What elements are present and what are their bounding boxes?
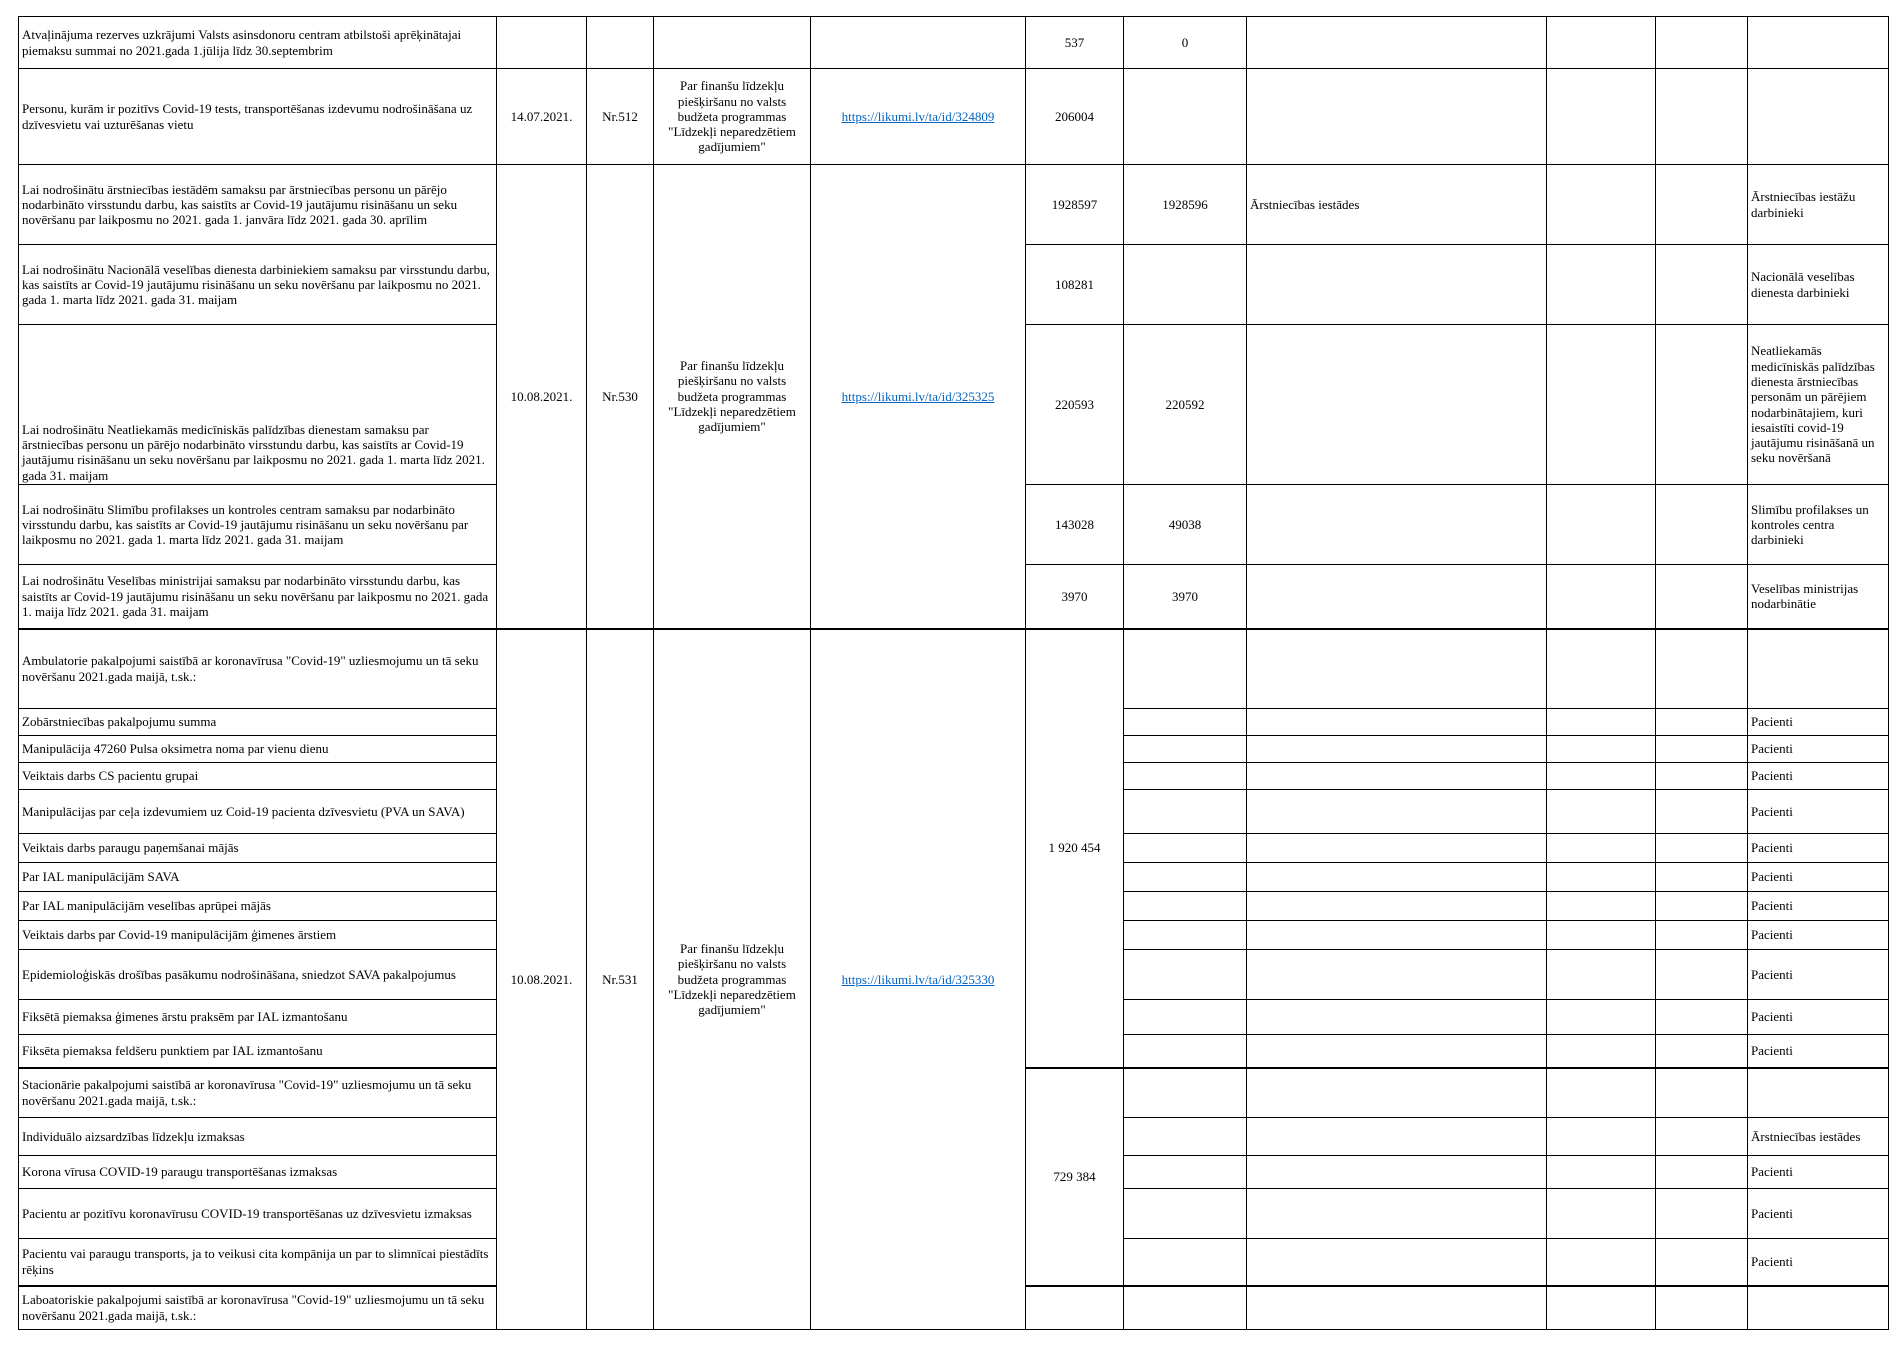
note bbox=[1247, 921, 1547, 950]
row-description: Manipulācija 47260 Pulsa oksimetra noma par vienu dienu bbox=[19, 736, 497, 763]
empty-cell bbox=[1547, 69, 1656, 165]
empty-cell bbox=[1547, 1118, 1656, 1156]
used-amount bbox=[1124, 950, 1247, 1000]
row-description: Individuālo aizsardzības līdzekļu izmaksas bbox=[19, 1118, 497, 1156]
used-amount: 3970 bbox=[1124, 565, 1247, 629]
allocated-amount: 1 920 454 bbox=[1026, 629, 1124, 1068]
used-amount bbox=[1124, 1118, 1247, 1156]
used-amount: 1928596 bbox=[1124, 165, 1247, 245]
recipient: Pacienti bbox=[1748, 790, 1889, 834]
empty-cell bbox=[1547, 863, 1656, 892]
allocated-amount: 206004 bbox=[1026, 69, 1124, 165]
used-amount bbox=[1124, 1068, 1247, 1118]
used-amount bbox=[1124, 1035, 1247, 1068]
row-description: Lai nodrošinātu Nacionālā veselības dienesta darbiniekiem samaksu par virsstundu darbu, kas saistīts ar Covid-19 jautājumu risināšanu un seku novēršanu par laikposmu no 2021. gada 1. marta līdz 2021. gada 31. maijam bbox=[19, 245, 497, 325]
used-amount bbox=[1124, 863, 1247, 892]
empty-cell bbox=[1656, 165, 1748, 245]
recipient: Pacienti bbox=[1748, 1000, 1889, 1035]
empty-cell bbox=[1547, 565, 1656, 629]
empty-cell bbox=[1656, 950, 1748, 1000]
recipient: Ārstniecības iestādes bbox=[1748, 1118, 1889, 1156]
used-amount: 0 bbox=[1124, 17, 1247, 69]
note bbox=[1247, 950, 1547, 1000]
recipient bbox=[1748, 69, 1889, 165]
used-amount bbox=[1124, 892, 1247, 921]
decision-link-cell bbox=[811, 165, 1026, 629]
allocated-amount: 108281 bbox=[1026, 245, 1124, 325]
used-amount bbox=[1124, 1239, 1247, 1286]
empty-cell bbox=[1656, 790, 1748, 834]
note bbox=[1247, 1068, 1547, 1118]
empty-cell bbox=[1547, 763, 1656, 790]
note bbox=[1247, 69, 1547, 165]
allocated-amount bbox=[1026, 1286, 1124, 1330]
row-description: Atvaļinājuma rezerves uzkrājumi Valsts asinsdonoru centram atbilstoši aprēķinātajai piemaksu summai no 2021.gada 1.jūlija līdz 30.septembrim bbox=[19, 17, 497, 69]
used-amount bbox=[1124, 736, 1247, 763]
recipient: Veselības ministrijas nodarbinātie bbox=[1748, 565, 1889, 629]
empty-cell bbox=[1547, 736, 1656, 763]
note bbox=[1247, 325, 1547, 485]
note bbox=[1247, 863, 1547, 892]
decision-date bbox=[497, 17, 587, 69]
row-description: Personu, kurām ir pozitīvs Covid-19 tests, transportēšanas izdevumu nodrošināšana uz dzīvesvietu vai uzturēšanas vietu bbox=[19, 69, 497, 165]
allocated-amount: 143028 bbox=[1026, 485, 1124, 565]
recipient bbox=[1748, 1068, 1889, 1118]
decision-date: 10.08.2021. bbox=[497, 165, 587, 629]
empty-cell bbox=[1547, 1035, 1656, 1068]
empty-cell bbox=[1547, 834, 1656, 863]
empty-cell bbox=[1656, 1239, 1748, 1286]
empty-cell bbox=[1656, 629, 1748, 709]
allocated-amount: 220593 bbox=[1026, 325, 1124, 485]
used-amount bbox=[1124, 790, 1247, 834]
note bbox=[1247, 1118, 1547, 1156]
decision-date: 10.08.2021. bbox=[497, 629, 587, 1330]
empty-cell bbox=[1656, 1156, 1748, 1189]
decision-number: Nr.512 bbox=[587, 69, 654, 165]
recipient: Ārstniecības iestāžu darbinieki bbox=[1748, 165, 1889, 245]
row-description: Ambulatorie pakalpojumi saistībā ar koronavīrusa "Covid-19" uzliesmojumu un tā seku novēršanu 2021.gada maijā, t.sk.: bbox=[19, 629, 497, 709]
empty-cell bbox=[1656, 485, 1748, 565]
empty-cell bbox=[1656, 1118, 1748, 1156]
empty-cell bbox=[1656, 736, 1748, 763]
note bbox=[1247, 736, 1547, 763]
used-amount bbox=[1124, 245, 1247, 325]
empty-cell bbox=[1547, 1239, 1656, 1286]
row-description: Lai nodrošinātu Veselības ministrijai samaksu par nodarbināto virsstundu darbu, kas saistīts ar Covid-19 jautājumu risināšanu un seku novēršanu par laikposmu no 2021. gada 1. maija līdz 2021. gada 31. maijam bbox=[19, 565, 497, 629]
used-amount: 220592 bbox=[1124, 325, 1247, 485]
note bbox=[1247, 790, 1547, 834]
decision-link[interactable]: https://likumi.lv/ta/id/324809 bbox=[841, 108, 995, 124]
row-description: Veiktais darbs CS pacientu grupai bbox=[19, 763, 497, 790]
empty-cell bbox=[1656, 863, 1748, 892]
row-description: Fiksēta piemaksa feldšeru punktiem par IAL izmantošanu bbox=[19, 1035, 497, 1068]
note bbox=[1247, 245, 1547, 325]
decision-title bbox=[654, 17, 811, 69]
recipient: Pacienti bbox=[1748, 1035, 1889, 1068]
note bbox=[1247, 1286, 1547, 1330]
row-description: Fiksētā piemaksa ģimenes ārstu praksēm par IAL izmantošanu bbox=[19, 1000, 497, 1035]
note bbox=[1247, 1156, 1547, 1189]
empty-cell bbox=[1656, 1189, 1748, 1239]
row-description: Manipulācijas par ceļa izdevumiem uz Coid-19 pacienta dzīvesvietu (PVA un SAVA) bbox=[19, 790, 497, 834]
empty-cell bbox=[1656, 565, 1748, 629]
decision-link-cell bbox=[811, 629, 1026, 1330]
empty-cell bbox=[1656, 1000, 1748, 1035]
used-amount bbox=[1124, 1156, 1247, 1189]
empty-cell bbox=[1547, 17, 1656, 69]
empty-cell bbox=[1656, 1286, 1748, 1330]
allocated-amount: 729 384 bbox=[1026, 1068, 1124, 1286]
decision-date: 14.07.2021. bbox=[497, 69, 587, 165]
row-description: Stacionārie pakalpojumi saistībā ar koronavīrusa "Covid-19" uzliesmojumu un tā seku novēršanu 2021.gada maijā, t.sk.: bbox=[19, 1068, 497, 1118]
row-description: Laboatoriskie pakalpojumi saistībā ar koronavīrusa "Covid-19" uzliesmojumu un tā seku novēršanu 2021.gada maijā, t.sk.: bbox=[19, 1286, 497, 1330]
empty-cell bbox=[1547, 950, 1656, 1000]
row-description: Lai nodrošinātu Slimību profilakses un kontroles centram samaksu par nodarbināto virsstundu darbu, kas saistīts ar Covid-19 jautājumu risināšanu un seku novēršanu par laikposmu no 2021. gada 1. marta līdz 2021. gada 31. maijam bbox=[19, 485, 497, 565]
decision-number: Nr.531 bbox=[587, 629, 654, 1330]
decision-number bbox=[587, 17, 654, 69]
recipient: Slimību profilakses un kontroles centra darbinieki bbox=[1748, 485, 1889, 565]
used-amount bbox=[1124, 921, 1247, 950]
used-amount bbox=[1124, 709, 1247, 736]
row-description: Pacientu ar pozitīvu koronavīrusu COVID-19 transportēšanas uz dzīvesvietu izmaksas bbox=[19, 1189, 497, 1239]
row-description: Zobārstniecības pakalpojumu summa bbox=[19, 709, 497, 736]
note bbox=[1247, 1239, 1547, 1286]
empty-cell bbox=[1547, 790, 1656, 834]
empty-cell bbox=[1656, 763, 1748, 790]
decision-title: Par finanšu līdzekļu piešķiršanu no valsts budžeta programmas "Līdzekļi neparedzētiem gadījumiem" bbox=[654, 69, 811, 165]
empty-cell bbox=[1656, 709, 1748, 736]
recipient: Pacienti bbox=[1748, 892, 1889, 921]
decision-number: Nr.530 bbox=[587, 165, 654, 629]
note bbox=[1247, 892, 1547, 921]
note bbox=[1247, 629, 1547, 709]
used-amount bbox=[1124, 834, 1247, 863]
used-amount bbox=[1124, 1286, 1247, 1330]
empty-cell bbox=[1547, 245, 1656, 325]
used-amount bbox=[1124, 1000, 1247, 1035]
note bbox=[1247, 709, 1547, 736]
empty-cell bbox=[1656, 325, 1748, 485]
decision-link[interactable]: https://likumi.lv/ta/id/325325 bbox=[841, 388, 995, 404]
decision-link-cell bbox=[811, 69, 1026, 165]
empty-cell bbox=[1547, 1156, 1656, 1189]
recipient: Pacienti bbox=[1748, 863, 1889, 892]
row-description: Par IAL manipulācijām SAVA bbox=[19, 863, 497, 892]
allocated-amount: 1928597 bbox=[1026, 165, 1124, 245]
used-amount bbox=[1124, 1189, 1247, 1239]
empty-cell bbox=[1547, 1000, 1656, 1035]
row-description: Korona vīrusa COVID-19 paraugu transportēšanas izmaksas bbox=[19, 1156, 497, 1189]
empty-cell bbox=[1547, 1286, 1656, 1330]
recipient: Pacienti bbox=[1748, 736, 1889, 763]
empty-cell bbox=[1656, 892, 1748, 921]
empty-cell bbox=[1547, 921, 1656, 950]
recipient: Pacienti bbox=[1748, 1239, 1889, 1286]
recipient: Pacienti bbox=[1748, 921, 1889, 950]
empty-cell bbox=[1656, 245, 1748, 325]
used-amount bbox=[1124, 763, 1247, 790]
recipient: Neatliekamās medicīniskās palīdzības dienesta ārstniecības personām un pārējiem nodarbinātajiem, kuri iesaistīti covid-19 jautājumu risināšanā un seku novēršanā bbox=[1748, 325, 1889, 485]
empty-cell bbox=[1547, 1189, 1656, 1239]
note bbox=[1247, 1189, 1547, 1239]
used-amount: 49038 bbox=[1124, 485, 1247, 565]
empty-cell bbox=[1656, 1035, 1748, 1068]
note bbox=[1247, 17, 1547, 69]
allocated-amount: 3970 bbox=[1026, 565, 1124, 629]
row-description: Lai nodrošinātu ārstniecības iestādēm samaksu par ārstniecības personu un pārējo nodarbināto virsstundu darbu, kas saistīts ar Covid-19 jautājumu risināšanu un seku novēršanu par laikposmu no 2021. gada 1. janvāra līdz 2021. gada 30. aprīlim bbox=[19, 165, 497, 245]
empty-cell bbox=[1547, 485, 1656, 565]
note bbox=[1247, 565, 1547, 629]
note bbox=[1247, 1000, 1547, 1035]
note: Ārstniecības iestādes bbox=[1247, 165, 1547, 245]
empty-cell bbox=[1656, 17, 1748, 69]
recipient: Pacienti bbox=[1748, 1156, 1889, 1189]
note bbox=[1247, 834, 1547, 863]
used-amount bbox=[1124, 629, 1247, 709]
row-description: Par IAL manipulācijām veselības aprūpei mājās bbox=[19, 892, 497, 921]
allocation-table bbox=[18, 16, 1889, 1330]
note bbox=[1247, 485, 1547, 565]
allocated-amount: 537 bbox=[1026, 17, 1124, 69]
recipient: Pacienti bbox=[1748, 950, 1889, 1000]
note bbox=[1247, 1035, 1547, 1068]
empty-cell bbox=[1656, 69, 1748, 165]
recipient: Pacienti bbox=[1748, 763, 1889, 790]
empty-cell bbox=[1656, 921, 1748, 950]
recipient: Pacienti bbox=[1748, 709, 1889, 736]
empty-cell bbox=[1547, 165, 1656, 245]
empty-cell bbox=[1547, 892, 1656, 921]
decision-title: Par finanšu līdzekļu piešķiršanu no valsts budžeta programmas "Līdzekļi neparedzētiem gadījumiem" bbox=[654, 629, 811, 1330]
row-description: Veiktais darbs paraugu paņemšanai mājās bbox=[19, 834, 497, 863]
recipient bbox=[1748, 1286, 1889, 1330]
row-description: Pacientu vai paraugu transports, ja to veikusi cita kompānija un par to slimnīcai piestādīts rēķins bbox=[19, 1239, 497, 1286]
row-description: Epidemioloģiskās drošības pasākumu nodrošināšana, sniedzot SAVA pakalpojumus bbox=[19, 950, 497, 1000]
decision-link bbox=[811, 17, 1026, 69]
decision-link[interactable]: https://likumi.lv/ta/id/325330 bbox=[841, 971, 995, 987]
empty-cell bbox=[1656, 1068, 1748, 1118]
empty-cell bbox=[1547, 709, 1656, 736]
recipient: Pacienti bbox=[1748, 1189, 1889, 1239]
empty-cell bbox=[1547, 325, 1656, 485]
empty-cell bbox=[1547, 1068, 1656, 1118]
decision-title: Par finanšu līdzekļu piešķiršanu no valsts budžeta programmas "Līdzekļi neparedzētiem gadījumiem" bbox=[654, 165, 811, 629]
recipient: Pacienti bbox=[1748, 834, 1889, 863]
recipient bbox=[1748, 629, 1889, 709]
empty-cell bbox=[1656, 834, 1748, 863]
row-description: Veiktais darbs par Covid-19 manipulācijām ģimenes ārstiem bbox=[19, 921, 497, 950]
empty-cell bbox=[1547, 629, 1656, 709]
recipient bbox=[1748, 17, 1889, 69]
used-amount bbox=[1124, 69, 1247, 165]
note bbox=[1247, 763, 1547, 790]
recipient: Nacionālā veselības dienesta darbinieki bbox=[1748, 245, 1889, 325]
row-description: Lai nodrošinātu Neatliekamās medicīniskās palīdzības dienestam samaksu par ārstniecības personu un pārējo nodarbināto virsstundu darbu, kas saistīts ar Covid-19 jautājumu risināšanu un seku novēršanu par laikposmu no 2021. gada 1. marta līdz 2021. gada 31. maijam bbox=[19, 325, 497, 485]
